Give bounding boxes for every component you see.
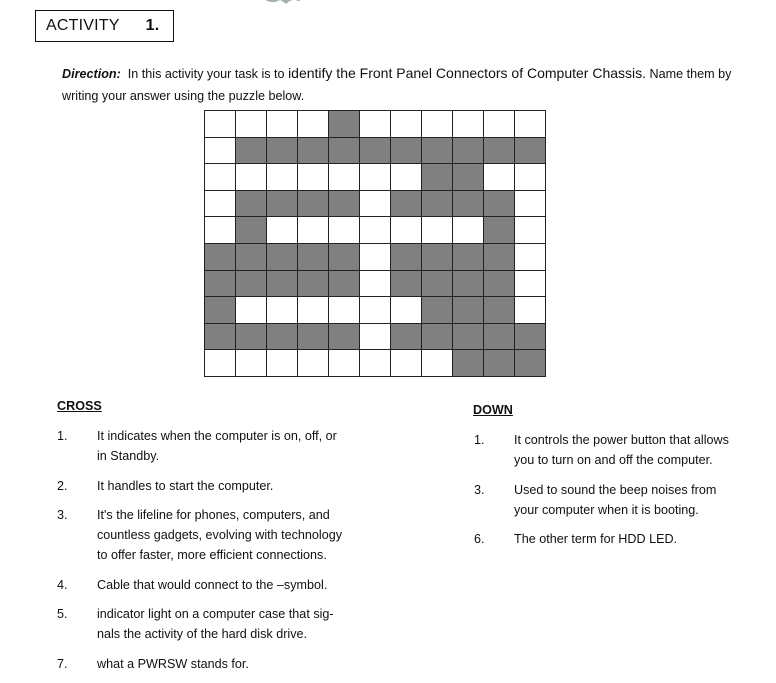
grid-cell-empty[interactable] — [329, 297, 360, 324]
grid-cell-empty[interactable] — [484, 111, 515, 138]
grid-cell-empty[interactable] — [360, 350, 391, 377]
grid-cell-shaded — [422, 271, 453, 298]
grid-cell-empty[interactable] — [329, 350, 360, 377]
down-clue-text-line: It controls the power button that allows — [514, 433, 729, 447]
grid-cell-shaded — [236, 138, 267, 165]
grid-cell-empty[interactable] — [267, 297, 298, 324]
cross-clue-number: 3. — [57, 508, 68, 522]
grid-cell-shaded — [205, 271, 236, 298]
grid-cell-shaded — [205, 244, 236, 271]
grid-cell-empty[interactable] — [391, 217, 422, 244]
cross-clue-text-line: It handles to start the computer. — [97, 479, 274, 493]
grid-cell-shaded — [391, 271, 422, 298]
grid-cell-empty[interactable] — [267, 217, 298, 244]
down-clue-text-line: The other term for HDD LED. — [514, 532, 678, 546]
cross-clue-text — [97, 426, 387, 466]
grid-cell-shaded — [422, 138, 453, 165]
grid-cell-shaded — [360, 138, 391, 165]
grid-cell-shaded — [453, 324, 484, 351]
grid-cell-shaded — [484, 217, 515, 244]
grid-cell-shaded — [391, 324, 422, 351]
grid-cell-shaded — [298, 244, 329, 271]
grid-cell-empty[interactable] — [453, 217, 484, 244]
grid-cell-empty[interactable] — [422, 217, 453, 244]
grid-cell-shaded — [329, 271, 360, 298]
cross-clue-text-line: Cable that would connect to the –symbol. — [97, 578, 328, 592]
grid-cell-shaded — [515, 138, 546, 165]
grid-cell-shaded — [298, 271, 329, 298]
grid-cell-shaded — [267, 324, 298, 351]
grid-cell-shaded — [453, 350, 484, 377]
grid-cell-shaded — [453, 297, 484, 324]
grid-cell-empty[interactable] — [298, 217, 329, 244]
grid-cell-empty[interactable] — [329, 217, 360, 244]
grid-cell-shaded — [329, 138, 360, 165]
grid-cell-empty[interactable] — [329, 164, 360, 191]
grid-cell-shaded — [422, 297, 453, 324]
grid-cell-empty[interactable] — [515, 111, 546, 138]
grid-cell-empty[interactable] — [205, 138, 236, 165]
grid-cell-shaded — [236, 217, 267, 244]
grid-cell-empty[interactable] — [360, 324, 391, 351]
grid-cell-empty[interactable] — [236, 164, 267, 191]
grid-cell-empty[interactable] — [298, 297, 329, 324]
down-heading: DOWN — [473, 403, 513, 417]
grid-cell-empty[interactable] — [205, 191, 236, 218]
grid-cell-empty[interactable] — [515, 191, 546, 218]
cross-clue-number: 1. — [57, 429, 68, 443]
grid-cell-empty[interactable] — [267, 111, 298, 138]
down-clue-text-line: you to turn on and off the computer. — [514, 453, 713, 467]
grid-cell-empty[interactable] — [515, 217, 546, 244]
down-clue-number: 1. — [474, 433, 485, 447]
cross-clue-number: 7. — [57, 657, 68, 671]
grid-cell-empty[interactable] — [205, 111, 236, 138]
down-clue-text-line: your computer when it is booting. — [514, 503, 699, 517]
grid-cell-empty[interactable] — [360, 111, 391, 138]
activity-title-label: ACTIVITY — [46, 17, 120, 34]
cross-clue-text-line: It's the lifeline for phones, computers, and — [97, 508, 330, 522]
grid-cell-shaded — [236, 324, 267, 351]
grid-cell-empty[interactable] — [515, 164, 546, 191]
down-clue-text-line: Used to sound the beep noises from — [514, 483, 717, 497]
grid-cell-shaded — [298, 191, 329, 218]
grid-cell-empty[interactable] — [515, 244, 546, 271]
grid-cell-shaded — [329, 324, 360, 351]
grid-cell-shaded — [515, 324, 546, 351]
grid-cell-shaded — [329, 244, 360, 271]
grid-cell-empty[interactable] — [360, 191, 391, 218]
grid-cell-empty[interactable] — [360, 297, 391, 324]
cross-clue-text-line: nals the activity of the hard disk drive. — [97, 627, 307, 641]
grid-cell-empty[interactable] — [205, 217, 236, 244]
cross-clue-number: 2. — [57, 479, 68, 493]
grid-cell-shaded — [484, 297, 515, 324]
grid-cell-shaded — [484, 191, 515, 218]
grid-cell-empty[interactable] — [422, 111, 453, 138]
grid-cell-shaded — [298, 324, 329, 351]
down-clue-text — [514, 529, 776, 549]
grid-cell-shaded — [391, 138, 422, 165]
cross-clue-text — [97, 575, 387, 595]
direction-paragraph — [62, 62, 762, 107]
grid-cell-empty[interactable] — [267, 164, 298, 191]
cross-clue-text — [97, 604, 387, 644]
direction-label: Direction: — [62, 67, 121, 81]
cross-clue-text-line: countless gadgets, evolving with technology — [97, 528, 343, 542]
direction-text-c: Name them by writing your answer using the puzzle below. — [62, 67, 732, 103]
grid-cell-shaded — [484, 271, 515, 298]
down-clue-text — [514, 480, 776, 520]
grid-cell-empty[interactable] — [236, 297, 267, 324]
grid-cell-empty[interactable] — [236, 111, 267, 138]
grid-cell-shaded — [453, 164, 484, 191]
grid-cell-shaded — [422, 191, 453, 218]
grid-cell-shaded — [422, 244, 453, 271]
grid-cell-shaded — [329, 191, 360, 218]
cross-clue-text — [97, 476, 387, 496]
grid-cell-empty[interactable] — [360, 164, 391, 191]
grid-cell-shaded — [453, 138, 484, 165]
grid-cell-shaded — [267, 191, 298, 218]
grid-cell-empty[interactable] — [298, 111, 329, 138]
grid-cell-shaded — [453, 271, 484, 298]
direction-text-a: In this activity your task is to — [127, 67, 285, 81]
grid-cell-shaded — [391, 191, 422, 218]
down-clue-number: 3. — [474, 483, 485, 497]
grid-cell-empty[interactable] — [391, 297, 422, 324]
grid-cell-shaded — [484, 244, 515, 271]
grid-cell-empty[interactable] — [360, 244, 391, 271]
grid-cell-empty[interactable] — [391, 164, 422, 191]
cross-clue-text — [97, 654, 387, 674]
cross-clue-text-line: what a PWRSW stands for. — [97, 657, 249, 671]
grid-cell-empty[interactable] — [391, 111, 422, 138]
grid-cell-shaded — [484, 324, 515, 351]
grid-cell-shaded — [205, 297, 236, 324]
grid-cell-shaded — [236, 244, 267, 271]
grid-cell-shaded — [298, 138, 329, 165]
cross-clue-text-line: in Standby. — [97, 449, 160, 463]
grid-cell-shaded — [391, 244, 422, 271]
grid-cell-empty[interactable] — [360, 217, 391, 244]
grid-cell-empty[interactable] — [484, 164, 515, 191]
cross-clue-number: 4. — [57, 578, 68, 592]
grid-cell-shaded — [267, 244, 298, 271]
grid-cell-empty[interactable] — [267, 350, 298, 377]
grid-cell-shaded — [267, 138, 298, 165]
cross-clue-number: 5. — [57, 607, 68, 621]
direction-text-b: identify the Front Panel Connectors of Computer Chassis. — [288, 65, 647, 81]
cross-clue-text — [97, 505, 387, 565]
cross-heading: CROSS — [57, 399, 102, 413]
grid-cell-empty[interactable] — [205, 164, 236, 191]
grid-cell-empty[interactable] — [236, 350, 267, 377]
cross-clue-text-line: indicator light on a computer case that sig- — [97, 607, 334, 621]
activity-title-number: 1. — [145, 17, 160, 34]
grid-cell-shaded — [329, 111, 360, 138]
down-clue-number: 6. — [474, 532, 485, 546]
grid-cell-shaded — [236, 191, 267, 218]
grid-cell-empty[interactable] — [298, 350, 329, 377]
grid-cell-shaded — [515, 350, 546, 377]
grid-cell-shaded — [484, 138, 515, 165]
grid-cell-shaded — [422, 324, 453, 351]
grid-cell-empty[interactable] — [422, 350, 453, 377]
grid-cell-shaded — [236, 271, 267, 298]
grid-cell-empty[interactable] — [298, 164, 329, 191]
activity-title — [35, 10, 174, 42]
down-clue-text — [514, 430, 776, 470]
grid-cell-shaded — [422, 164, 453, 191]
cross-clue-text-line: It indicates when the computer is on, off, or — [97, 429, 337, 443]
grid-cell-shaded — [484, 350, 515, 377]
grid-cell-shaded — [453, 191, 484, 218]
grid-cell-empty[interactable] — [515, 271, 546, 298]
grid-cell-empty[interactable] — [360, 271, 391, 298]
grid-cell-empty[interactable] — [515, 297, 546, 324]
crossword-grid[interactable] — [204, 110, 546, 377]
grid-cell-empty[interactable] — [205, 350, 236, 377]
grid-cell-shaded — [267, 271, 298, 298]
header-decoration-icon — [262, 0, 302, 6]
grid-cell-empty[interactable] — [453, 111, 484, 138]
cross-clue-text-line: to offer faster, more efficient connections. — [97, 548, 327, 562]
grid-cell-shaded — [205, 324, 236, 351]
grid-cell-shaded — [453, 244, 484, 271]
grid-cell-empty[interactable] — [391, 350, 422, 377]
